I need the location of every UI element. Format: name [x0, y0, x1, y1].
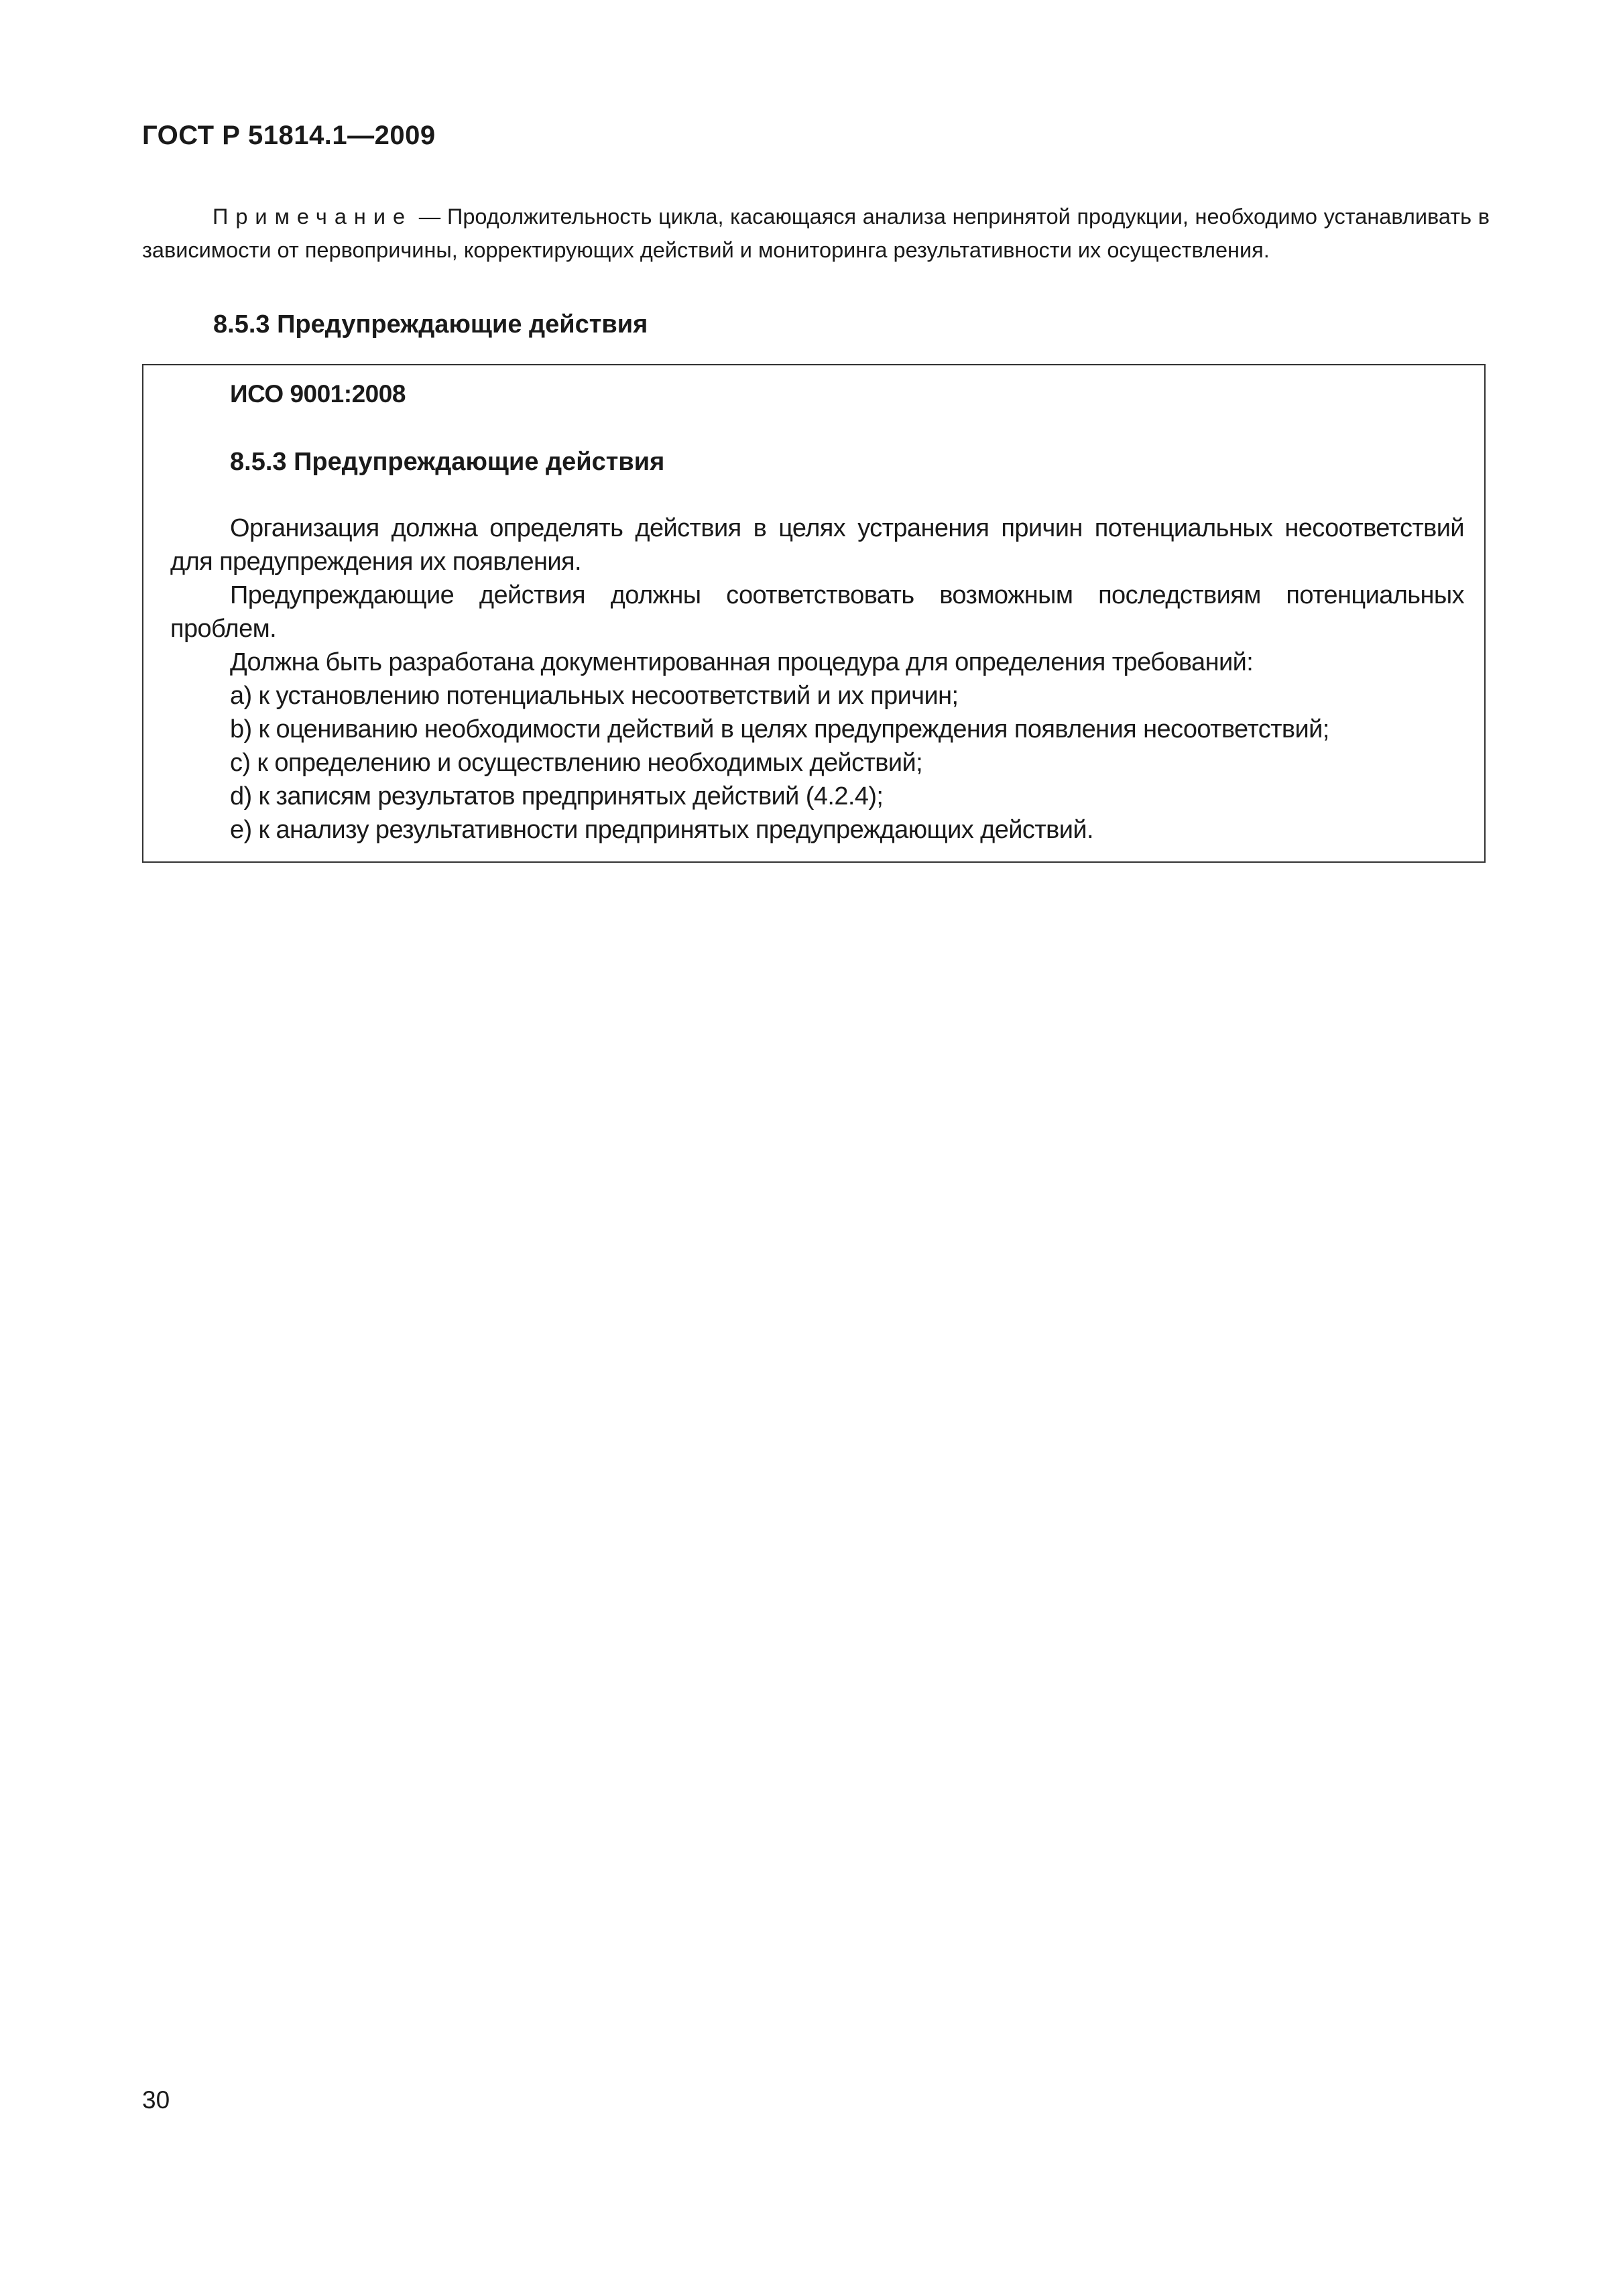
page-number: 30	[142, 2086, 170, 2114]
iso-body	[170, 511, 1464, 847]
iso-paragraph: Организация должна определять действия в целях устранения причин потенциальных несоответствий для предупреждения их появления.	[170, 514, 1464, 576]
iso-list-item: e) к анализу результативности предпринятых предупреждающих действий.	[230, 816, 1093, 844]
iso-subtitle: 8.5.3 Предупреждающие действия	[230, 448, 665, 476]
note-text: Продолжительность цикла, касающаяся анализа непринятой продукции, необходимо устанавливать в зависимости от первопричины, корректирующих действий и мониторинга результативности их осуществления.	[142, 204, 1490, 262]
document-code: ГОСТ Р 51814.1—2009	[142, 121, 436, 150]
note-separator: —	[412, 204, 447, 229]
iso-paragraph: Предупреждающие действия должны соответствовать возможным последствиям потенциальных проблем.	[170, 581, 1464, 643]
note-paragraph	[142, 200, 1490, 267]
note-label: Примечание	[213, 204, 413, 229]
iso-paragraph: Должна быть разработана документированная процедура для определения требований:	[230, 648, 1254, 676]
iso-list-item: b) к оцениванию необходимости действий в целях предупреждения появления несоответствий;	[230, 715, 1329, 743]
iso-list-item: d) к записям результатов предпринятых действий (4.2.4);	[230, 782, 884, 810]
iso-title: ИСО 9001:2008	[230, 380, 406, 408]
iso-quote-box	[142, 364, 1486, 863]
iso-list-item: c) к определению и осуществлению необходимых действий;	[230, 749, 923, 777]
iso-list-item: a) к установлению потенциальных несоответствий и их причин;	[230, 682, 959, 710]
section-heading: 8.5.3 Предупреждающие действия	[213, 310, 648, 339]
